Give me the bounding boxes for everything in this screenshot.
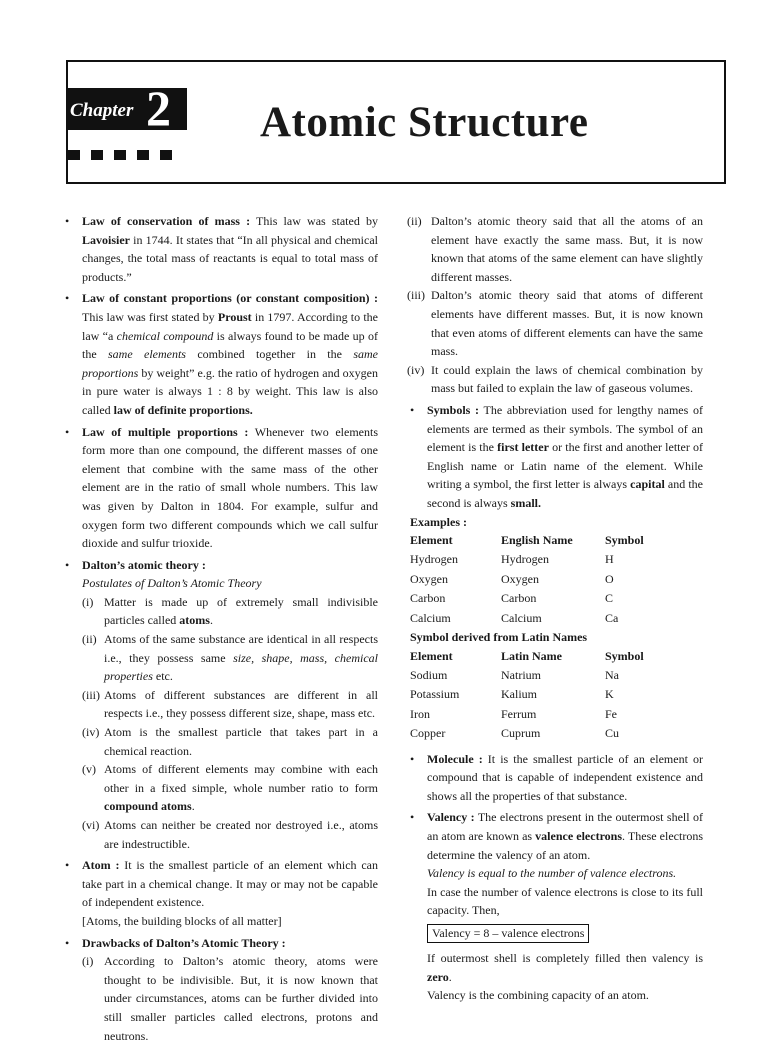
bullet-daltons-theory: • Dalton’s atomic theory : xyxy=(60,556,378,575)
postulate-item: (i) Matter is made up of extremely small indivisible particles called atoms. xyxy=(82,594,378,628)
postulate-item: (v) Atoms of different elements may combine with each other in a fixed simple, whole number ratio to form compound atoms. xyxy=(82,762,378,814)
page-title: Atomic Structure xyxy=(260,99,589,146)
table-row: Iron Ferrum Fe xyxy=(410,706,617,721)
symbols-table-latin: Element Latin Name Symbol Sodium Natrium Na Potassium Kalium K Iron Ferrum Fe Copper Cuprum Cu xyxy=(410,647,644,744)
bullet-molecule: • Molecule : It is the smallest particle of an element or compound that is capable of independent existence and shows all the properties of that substance. xyxy=(405,750,703,806)
valency-formula-row xyxy=(405,924,703,943)
postulates-heading: Postulates of Dalton’s Atomic Theory xyxy=(82,576,262,591)
drawback-item: (iii) Dalton’s atomic theory said that atoms of different elements have different masses. But, it is now known that even atoms of different elements can have the same mass. xyxy=(407,288,703,359)
bullet-conservation-of-mass: • Law of conservation of mass : This law was stated by Lavoisier in 1744. It states that “In all physical and chemical changes, the total mass of reactants is equal to total mass of products.” xyxy=(60,212,378,286)
valency-definition: Valency is the combining capacity of an atom. xyxy=(427,988,649,1003)
chapter-number: 2 xyxy=(146,80,171,136)
postulate-item: (iv) Atom is the smallest particle that takes part in a chemical reaction. xyxy=(82,725,378,758)
valency-zero-text: If outermost shell is completely filled then valency is zero. xyxy=(427,950,703,984)
atom-note: [Atoms, the building blocks of all matter] xyxy=(82,913,282,928)
latin-names-label: Symbol derived from Latin Names xyxy=(410,630,588,645)
table-row: Copper Cuprum Cu xyxy=(410,726,620,741)
bullet-multiple-proportions: • Law of multiple proportions : Whenever two elements form more than one compound, the different masses of one element that combine with the same mass of the other element are in the ratio of small whole numbers. This law was given by Dalton in 1804. For example, sulfur and oxygen form two different compounds which we call sulfur dioxide and sulfur trioxide. xyxy=(60,423,378,553)
bullet-atom: • Atom : It is the smallest particle of an element which can take part in a chemical change. It may or may not be capable of independent existence. xyxy=(60,856,378,912)
valency-italic-note: Valency is equal to the number of valence electrons. xyxy=(427,866,677,881)
drawback-item: (iv) It could explain the laws of chemical combination by mass but failed to explain the law of gaseous volumes. xyxy=(407,362,703,396)
symbols-table-english: Element English Name Symbol Hydrogen Hydrogen H Oxygen Oxygen O Carbon Carbon C Calcium Calcium Ca xyxy=(410,531,644,628)
drawback-item: (i) According to Dalton’s atomic theory, atoms were thought to be indivisible. But, it is now known that under circumstances, atoms can be further divided into still smaller particles called electrons, protons and neutrons. xyxy=(82,954,378,1043)
table-row: Potassium Kalium K xyxy=(410,687,614,702)
examples-label: Examples : xyxy=(410,514,467,529)
postulate-item: (vi) Atoms can neither be created nor destroyed i.e., atoms are indestructible. xyxy=(82,818,378,851)
chapter-badge xyxy=(66,80,187,136)
bullet-symbols: • Symbols : The abbreviation used for lengthy names of elements are termed as their symbols. The symbol of an element is the first letter or the first and another letter of English name or Latin name of the element. While writing a symbol, the first letter is always capital and the second is always small. xyxy=(405,401,703,513)
right-column xyxy=(405,212,703,1005)
table-row: Oxygen Oxygen O xyxy=(410,571,614,586)
valency-text: In case the number of valence electrons is close to its full capacity. Then, xyxy=(427,884,703,918)
table-row: Sodium Natrium Na xyxy=(410,668,619,683)
postulate-item: (iii) Atoms of different substances are different in all respects i.e., they possess different size, shape, mass etc. xyxy=(82,687,378,721)
table-row: Calcium Calcium Ca xyxy=(410,610,619,625)
chapter-word: Chapter xyxy=(70,100,134,121)
table-row: Hydrogen Hydrogen H xyxy=(410,552,614,567)
bullet-drawbacks: • Drawbacks of Dalton’s Atomic Theory : xyxy=(60,934,378,953)
postulate-item: (ii) Atoms of the same substance are identical in all respects i.e., they possess same size, shape, mass, chemical properties etc. xyxy=(82,632,378,684)
bullet-constant-proportions: • Law of constant proportions (or constant composition) : This law was first stated by Proust in 1797. According to the law “a chemical compound is always found to be made up of the same elements combined together in the same proportions by weight” e.g. the ratio of hydrogen and oxygen in pure water is always 1 : 8 by weight. This law is also called law of definite proportions. xyxy=(60,289,378,419)
left-column xyxy=(60,212,378,1045)
decorative-squares xyxy=(68,147,188,159)
drawback-item: (ii) Dalton’s atomic theory said that all the atoms of an element have exactly the same mass. But, it is now known that atoms of the same element can have slightly different masses. xyxy=(407,214,703,284)
table-row: Carbon Carbon C xyxy=(410,591,614,606)
valency-formula-box: Valency = 8 – valence electrons xyxy=(427,924,589,943)
bullet-valency: • Valency : The electrons present in the outermost shell of an atom are known as valence electrons. These electrons determine the valency of an atom. xyxy=(405,808,703,864)
